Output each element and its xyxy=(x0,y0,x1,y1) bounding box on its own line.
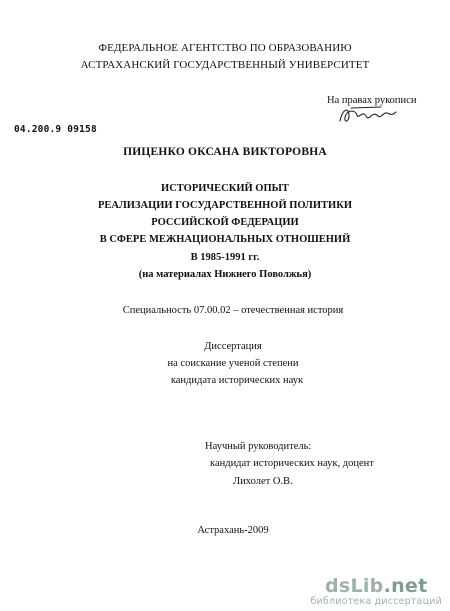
title-line-2: РЕАЛИЗАЦИИ ГОСУДАРСТВЕННОЙ ПОЛИТИКИ xyxy=(97,200,353,211)
title-line-5: В 1985-1991 гг. xyxy=(190,252,260,263)
library-reference-code: 04.200.9 09158 xyxy=(14,124,97,135)
author-name: ПИЦЕНКО ОКСАНА ВИКТОРОВНА xyxy=(123,146,327,158)
title-line-6: (на материалах Нижнего Поволжья) xyxy=(138,269,312,280)
supervisor-label: Научный руководитель: xyxy=(205,441,312,452)
title-line-3: РОССИЙСКОЙ ФЕДЕРАЦИИ xyxy=(151,217,299,228)
rights-note: На правах рукописи xyxy=(327,95,417,106)
dslib-watermark xyxy=(310,576,442,607)
degree-line-3: кандидата исторических наук xyxy=(170,375,304,386)
agency-name: ФЕДЕРАЛЬНОЕ АГЕНТСТВО ПО ОБРАЗОВАНИЮ xyxy=(98,42,352,54)
specialty-line: Специальность 07.00.02 – отечественная история xyxy=(122,305,344,316)
city-year: Астрахань-2009 xyxy=(197,525,269,536)
watermark-brand-tld: .net xyxy=(383,575,428,597)
title-line-1: ИСТОРИЧЕСКИЙ ОПЫТ xyxy=(161,183,289,194)
university-name: АСТРАХАНСКИЙ ГОСУДАРСТВЕННЫЙ УНИВЕРСИТЕТ xyxy=(80,59,370,71)
supervisor-rank: кандидат исторических наук, доцент xyxy=(210,458,374,469)
supervisor-name: Лихолет О.В. xyxy=(233,476,293,487)
watermark-brand-main: dsLib xyxy=(324,575,384,597)
watermark-brand xyxy=(310,576,442,596)
degree-line-1: Диссертация xyxy=(204,341,262,352)
handwritten-signature xyxy=(337,104,399,126)
title-line-4: В СФЕРЕ МЕЖНАЦИОНАЛЬНЫХ ОТНОШЕНИЙ xyxy=(99,234,351,245)
watermark-subtitle: библиотека диссертаций xyxy=(310,596,442,607)
degree-line-2: на соискание ученой степени xyxy=(167,358,299,369)
